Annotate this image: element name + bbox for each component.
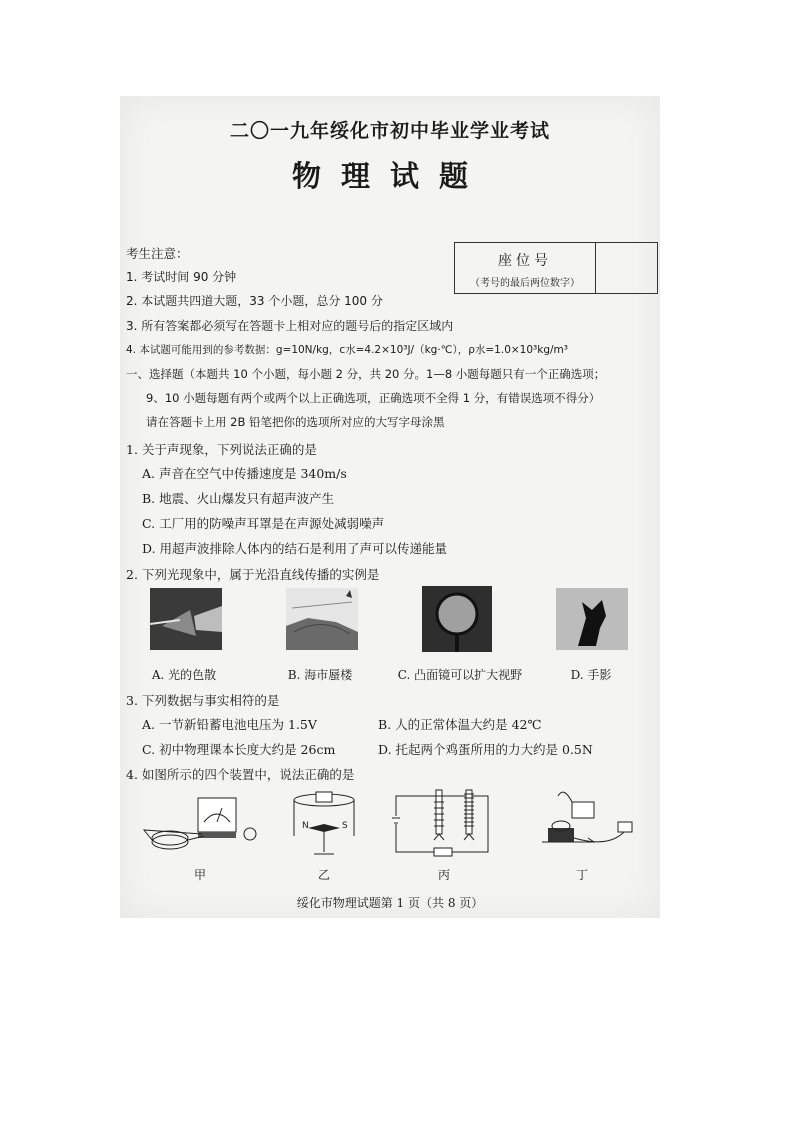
question-2-caption-b: B. 海市蜃楼 (287, 668, 353, 682)
question-1-option-d: D. 用超声波排除人体内的结石是利用了声可以传递能量 (142, 541, 448, 556)
notice-item-2: 2. 本试题共四道大题，33 个小题，总分 100 分 (126, 294, 383, 308)
question-1-option-a: A. 声音在空气中传播速度是 340m/s (142, 466, 347, 481)
notice-item-1: 1. 考试时间 90 分钟 (126, 270, 237, 284)
seat-label: 座位号 (498, 253, 552, 269)
section1-line1: 一、选择题（本题共 10 个小题，每小题 2 分，共 20 分。1—8 小题每题只有一个正确选项； (126, 367, 606, 381)
seat-label-cell (455, 243, 596, 293)
convex-mirror-photo (422, 586, 492, 652)
question-3-option-a: A. 一节新铅蓄电池电压为 1.5V (142, 717, 317, 732)
section1-line3: 请在答题卡上用 2B 铅笔把你的选项所对应的大写字母涂黑 (146, 415, 445, 429)
question-3-stem: 3. 下列数据与事实相符的是 (126, 693, 280, 708)
question-1-stem: 1. 关于声现象，下列说法正确的是 (126, 442, 317, 457)
exam-page (120, 96, 660, 918)
notice-title: 考生注意： (126, 246, 189, 261)
notice-item-4: 4. 本试题可能用到的参考数据：g=10N/kg，c水=4.2×10³J/（kg·℃），ρ水=1.0×10³kg/m³ (126, 344, 568, 356)
electromagnet-circuit-diagram (390, 788, 494, 862)
question-4-caption-yi: 乙 (317, 868, 330, 882)
seat-number-box (454, 242, 658, 294)
seat-note: （考号的最后两位数字） (470, 278, 580, 289)
section1-line2: 9、10 小题每题有两个或两个以上正确选项，正确选项不全得 1 分，有错误选项不得分） (146, 391, 601, 405)
mirage-photo (286, 588, 358, 650)
question-1-option-c: C. 工厂用的防噪声耳罩是在声源处减弱噪声 (142, 516, 385, 531)
oersted-experiment-diagram (280, 788, 368, 858)
question-2-caption-c: C. 凸面镜可以扩大视野 (397, 668, 523, 682)
svg-text:N: N (302, 821, 309, 831)
question-3-option-c: C. 初中物理课本长度大约是 26cm (142, 742, 336, 757)
motor-device-diagram (528, 782, 638, 862)
galvanometer-coil-diagram (140, 790, 264, 860)
question-3-option-b: B. 人的正常体温大约是 42℃ (378, 717, 542, 732)
question-2-caption-a: A. 光的色散 (151, 668, 217, 682)
svg-text:S: S (342, 821, 348, 831)
question-2-caption-d: D. 手影 (570, 668, 612, 682)
question-4-caption-ding: 丁 (575, 868, 588, 882)
subject-title: 物理试题 (291, 159, 488, 193)
page-footer: 绥化市物理试题第 1 页（共 8 页） (296, 896, 484, 910)
exam-heading: 二〇一九年绥化市初中毕业学业考试 (229, 120, 550, 142)
question-2-stem: 2. 下列光现象中，属于光沿直线传播的实例是 (126, 567, 380, 582)
question-4-caption-bing: 丙 (437, 868, 450, 882)
question-3-option-d: D. 托起两个鸡蛋所用的力大约是 0.5N (378, 742, 593, 757)
dispersion-photo (150, 588, 222, 650)
question-4-caption-jia: 甲 (193, 868, 206, 882)
question-1-option-b: B. 地震、火山爆发只有超声波产生 (142, 491, 335, 506)
notice-item-3: 3. 所有答案都必须写在答题卡上相对应的题号后的指定区域内 (126, 319, 454, 333)
hand-shadow-photo (556, 588, 628, 650)
question-4-stem: 4. 如图所示的四个装置中，说法正确的是 (126, 767, 355, 782)
